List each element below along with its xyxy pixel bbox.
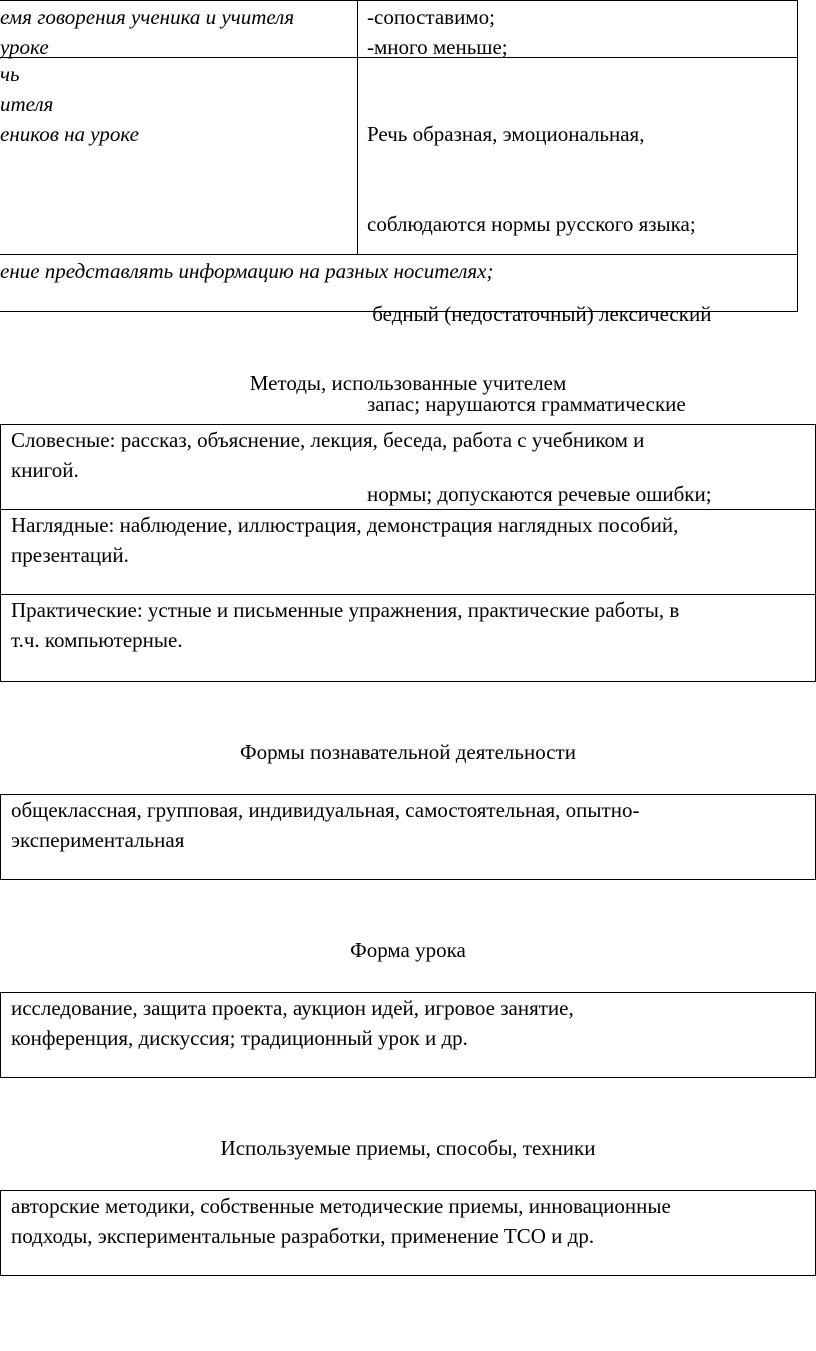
section-heading-activity-forms: Формы познавательной деятельности (240, 740, 576, 764)
text-line: соблюдаются нормы русского языка; (367, 212, 696, 236)
section-heading-lesson-form: Форма урока (350, 938, 466, 962)
text-line: Наглядные: наблюдение, иллюстрация, демонстрация наглядных пособий, (11, 513, 679, 537)
text-line: ение представлять информацию на разных носителях; (0, 259, 494, 283)
text-line: книгой. (11, 458, 79, 482)
text-line: запас; нарушаются грамматические (367, 392, 686, 416)
text-line: -сопоставимо; (367, 5, 495, 29)
text-line: конференция, дискуссия; традиционный урок и др. (11, 1026, 468, 1050)
text-line: презентаций. (11, 543, 129, 567)
section-heading-techniques: Используемые приемы, способы, техники (220, 1136, 596, 1160)
methods-row-verbal (11, 425, 811, 485)
text-line: бедный (недостаточный) лексический (367, 302, 712, 326)
text-line: т.ч. компьютерные. (11, 628, 183, 652)
table-cell-speaking-time-values (367, 2, 792, 62)
text-line: емя говорения ученика и учителя (0, 5, 295, 29)
lesson-form-text (11, 993, 811, 1053)
text-line: авторские методики, собственные методические приемы, инновационные (11, 1194, 671, 1218)
text-line: уроке (0, 35, 49, 59)
text-line: -много меньше; (367, 35, 508, 59)
methods-row-practical (11, 595, 811, 655)
methods-row-visual (11, 510, 811, 570)
activity-forms-text (11, 795, 811, 855)
techniques-text (11, 1191, 811, 1251)
text-line: чь (0, 62, 20, 86)
text-line: Речь образная, эмоциональная, (367, 122, 645, 146)
table-cell-speaking-time-label (0, 2, 350, 62)
text-line: подходы, экспериментальные разработки, применение ТСО и др. (11, 1224, 595, 1248)
text-line: исследование, защита проекта, аукцион идей, игровое занятие, (11, 996, 574, 1020)
text-line: экспериментальная (11, 828, 185, 852)
text-line: ителя (0, 92, 54, 116)
table-cell-speech-label (0, 59, 350, 149)
text-line: общеклассная, групповая, индивидуальная, самостоятельная, опытно- (11, 798, 640, 822)
table-cell-information-skill (0, 256, 790, 286)
text-line: еников на уроке (0, 122, 139, 146)
text-line: Словесные: рассказ, объяснение, лекция, беседа, работа с учебником и (11, 428, 645, 452)
section-heading-methods: Методы, использованные учителем (249, 371, 567, 395)
text-line: Практические: устные и письменные упражнения, практические работы, в (11, 598, 680, 622)
text-line: нормы; допускаются речевые ошибки; (367, 482, 712, 506)
